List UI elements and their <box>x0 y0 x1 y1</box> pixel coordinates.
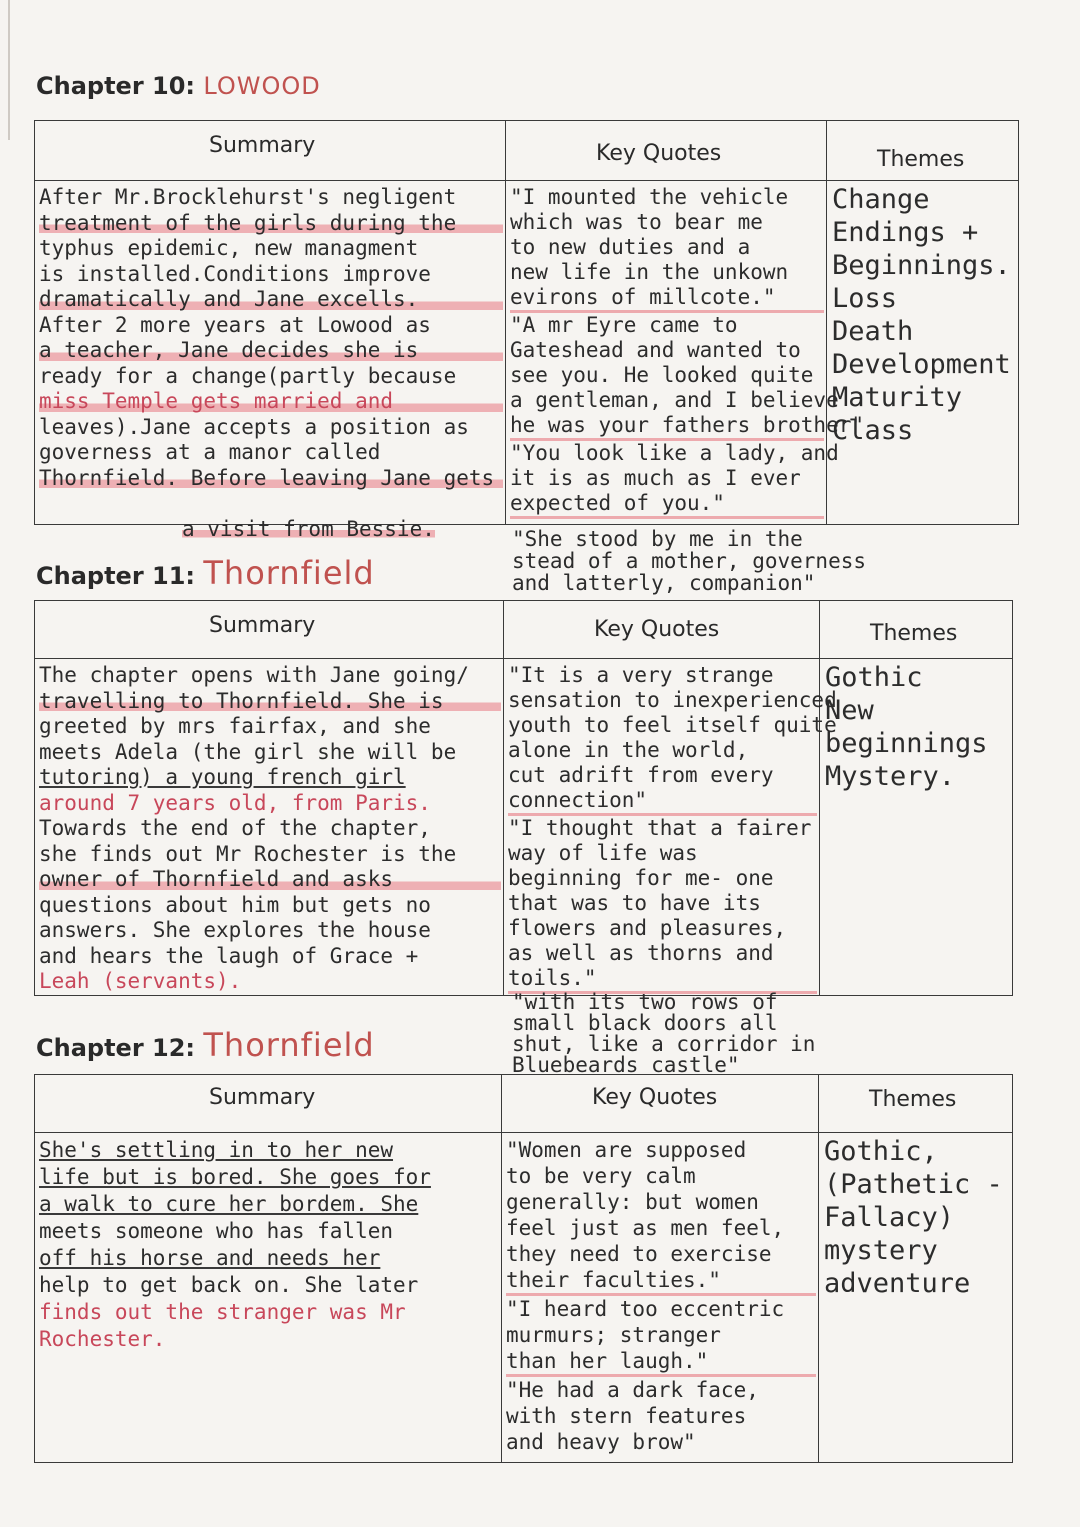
quote-line: he was your fathers brother" <box>510 413 865 437</box>
theme-item: adventure <box>824 1268 971 1299</box>
chapter-11-heading <box>36 554 375 592</box>
chapter-12-content-row <box>35 1133 1013 1463</box>
summary-line: is installed.Conditions improve <box>39 261 431 286</box>
summary-line: answers. She explores the house <box>39 918 431 942</box>
summary-line: around 7 years old, from Paris. <box>39 790 431 815</box>
quote-line: see you. He looked quite <box>510 363 814 387</box>
quote-line: "You look like a lady, and <box>510 441 839 465</box>
theme-item: Mystery. <box>825 761 956 792</box>
quote-line: than her laugh." <box>506 1349 709 1373</box>
chapter-12-name: Thornfield <box>203 1026 375 1064</box>
chapter-11-summary <box>35 659 504 996</box>
key-quotes-header: Key Quotes <box>594 617 720 642</box>
quote-line: murmurs; stranger <box>506 1323 721 1347</box>
theme-item: New <box>825 695 874 726</box>
summary-line: Towards the end of the chapter, <box>39 816 431 840</box>
summary-line: and hears the laugh of Grace + <box>39 943 419 968</box>
quote-line: toils." <box>508 966 597 990</box>
theme-item: Maturity <box>832 382 963 413</box>
summary-line: meets Adela (the girl she will be <box>39 739 457 764</box>
quote-line: alone in the world, <box>508 738 749 762</box>
chapter-12-summary <box>35 1133 502 1463</box>
quote-block <box>508 663 837 816</box>
theme-item: Death <box>832 316 914 347</box>
summary-line: treatment of the girls during the <box>39 211 503 237</box>
quote-line: shut, like a corridor in <box>512 1032 816 1056</box>
quote-block <box>506 1137 816 1296</box>
key-quotes-header: Key Quotes <box>596 141 722 166</box>
theme-item: mystery <box>824 1235 938 1266</box>
chapter-11-themes <box>820 659 1013 996</box>
quote-line: way of life was <box>508 841 698 865</box>
quote-line: it is as much as I ever <box>510 466 801 490</box>
summary-header: Summary <box>209 1085 316 1110</box>
chapter-11-header-row <box>35 601 1013 659</box>
chapter-10-heading <box>36 72 321 100</box>
summary-line: life but is bored. She goes for <box>39 1165 431 1189</box>
quote-line: which was to bear me <box>510 210 763 234</box>
quote-block <box>510 441 839 519</box>
chapter-12-table <box>34 1074 1013 1463</box>
summary-header: Summary <box>209 613 316 638</box>
theme-item: Change <box>832 184 930 215</box>
summary-line: The chapter opens with Jane going/ <box>39 663 469 687</box>
quote-line: sensation to inexperienced <box>508 688 837 712</box>
theme-item: beginnings <box>825 728 988 759</box>
theme-item: Fallacy) <box>824 1202 955 1233</box>
theme-item: Beginnings. <box>832 250 1011 281</box>
chapter-10-header-row <box>35 121 1019 181</box>
chapter-11-quotes <box>504 659 837 996</box>
quote-line: their faculties." <box>506 1268 721 1292</box>
quote-line: "It is a very strange <box>508 663 774 687</box>
quote-line: new life in the unkown <box>510 260 789 284</box>
chapter-10-name: LOWOOD <box>203 72 321 100</box>
summary-line: After 2 more years at Lowood as <box>39 312 431 337</box>
quote-line: with stern features <box>506 1404 747 1428</box>
summary-line: help to get back on. She later <box>39 1273 419 1297</box>
quote-line: "I thought that a fairer <box>508 816 812 840</box>
summary-line: She's settling in to her new <box>39 1138 394 1162</box>
summary-header: Summary <box>209 133 316 158</box>
summary-line: she finds out Mr Rochester is the <box>39 841 457 866</box>
quote-line: beginning for me- one <box>508 866 774 890</box>
theme-item: Development <box>832 349 1011 380</box>
quote-line: "He had a dark face, <box>506 1378 759 1402</box>
quote-line: "She stood by me in the <box>512 527 803 551</box>
summary-line: dramatically and Jane excells. <box>39 287 503 313</box>
summary-line: miss Temple gets married and <box>39 389 503 415</box>
summary-line: off his horse and needs her <box>39 1246 381 1270</box>
chapter-12-label: Chapter 12: <box>36 1034 196 1062</box>
chapter-12-heading <box>36 1026 375 1064</box>
summary-line: a walk to cure her bordem. She <box>39 1192 419 1216</box>
theme-item: Gothic <box>825 662 923 693</box>
themes-header: Themes <box>877 147 965 172</box>
theme-item: Loss <box>832 283 898 314</box>
theme-item: Gothic, <box>824 1136 938 1167</box>
summary-line: owner of Thornfield and asks <box>39 867 501 893</box>
chapter-12-header-row <box>35 1075 1013 1133</box>
summary-line: greeted by mrs fairfax, and she <box>39 714 431 738</box>
quote-line: that was to have its <box>508 891 761 915</box>
chapter-10-table <box>34 120 1019 525</box>
summary-line: leaves).Jane accepts a position as <box>39 414 469 439</box>
quote-line: feel just as men feel, <box>506 1216 785 1240</box>
key-quotes-header: Key Quotes <box>592 1085 718 1110</box>
chapter-12-themes <box>819 1133 1013 1463</box>
summary-line: finds out the stranger was Mr <box>39 1300 406 1324</box>
quote-line: cut adrift from every <box>508 763 774 787</box>
quote-line: and heavy brow" <box>506 1430 696 1454</box>
quote-line: a gentleman, and I believe <box>510 388 839 412</box>
quote-block <box>510 313 865 441</box>
quote-line: evirons of millcote." <box>510 285 776 309</box>
quote-line: small black doors all <box>512 1011 778 1035</box>
summary-line: travelling to Thornfield. She is <box>39 689 501 715</box>
summary-line: Rochester. <box>39 1327 166 1351</box>
quote-line: Gateshead and wanted to <box>510 338 801 362</box>
summary-line: tutoring) a young french girl <box>39 765 406 789</box>
summary-line: After Mr.Brocklehurst's negligent <box>39 185 457 209</box>
quote-line: as well as thorns and <box>508 941 774 965</box>
quote-line: expected of you." <box>510 491 725 515</box>
themes-header: Themes <box>869 1087 957 1112</box>
quote-line: generally: but women <box>506 1190 759 1214</box>
summary-line: governess at a manor called <box>39 440 381 464</box>
chapter-10-summary-overflow: a visit from Bessie. <box>182 517 435 541</box>
summary-line: Thornfield. Before leaving Jane gets <box>39 466 503 492</box>
quote-block <box>506 1377 816 1455</box>
summary-line: meets someone who has fallen <box>39 1219 394 1243</box>
chapter-11-label: Chapter 11: <box>36 562 196 590</box>
summary-line: questions about him but gets no <box>39 892 431 917</box>
quote-block <box>508 816 817 994</box>
quote-line: flowers and pleasures, <box>508 916 787 940</box>
page-binding-edge <box>8 0 10 140</box>
quote-line: they need to exercise <box>506 1242 772 1266</box>
chapter-10-label: Chapter 10: <box>36 72 196 100</box>
theme-item: (Pathetic - <box>824 1169 1003 1200</box>
summary-line: a teacher, Jane decides she is <box>39 338 503 364</box>
quote-line: Bluebeards castle" <box>512 1053 740 1077</box>
theme-item: Endings + <box>832 217 979 248</box>
quote-line: "A mr Eyre came to <box>510 313 738 337</box>
summary-line: Leah (servants). <box>39 969 242 993</box>
themes-header: Themes <box>870 621 958 646</box>
chapter-10-content-row <box>35 181 1019 525</box>
quote-line: to new duties and a <box>510 235 751 259</box>
quote-line: stead of a mother, governess <box>512 549 867 573</box>
theme-item: Class <box>832 415 914 446</box>
chapter-10-themes <box>827 181 1019 525</box>
chapter-11-quote-overflow <box>512 992 815 1076</box>
quote-line: "I heard too eccentric <box>506 1297 785 1321</box>
chapter-10-summary <box>35 181 506 525</box>
quote-line: "with its two rows of <box>512 990 778 1014</box>
quote-block <box>510 185 824 313</box>
quote-line: youth to feel itself quite <box>508 713 837 737</box>
chapter-12-quotes <box>502 1133 819 1463</box>
quote-block <box>506 1296 816 1377</box>
quote-line: connection" <box>508 788 648 812</box>
chapter-10-quote-overflow <box>512 528 866 594</box>
chapter-11-name: Thornfield <box>203 554 375 592</box>
summary-line: ready for a change(partly because <box>39 363 457 388</box>
quote-line: "I mounted the vehicle <box>510 185 789 209</box>
quote-line: "Women are supposed <box>506 1138 747 1162</box>
chapter-11-content-row <box>35 659 1013 996</box>
chapter-11-table <box>34 600 1013 996</box>
quote-line: to be very calm <box>506 1164 696 1188</box>
summary-line: typhus epidemic, new managment <box>39 236 419 260</box>
quote-line: and latterly, companion" <box>512 571 816 595</box>
